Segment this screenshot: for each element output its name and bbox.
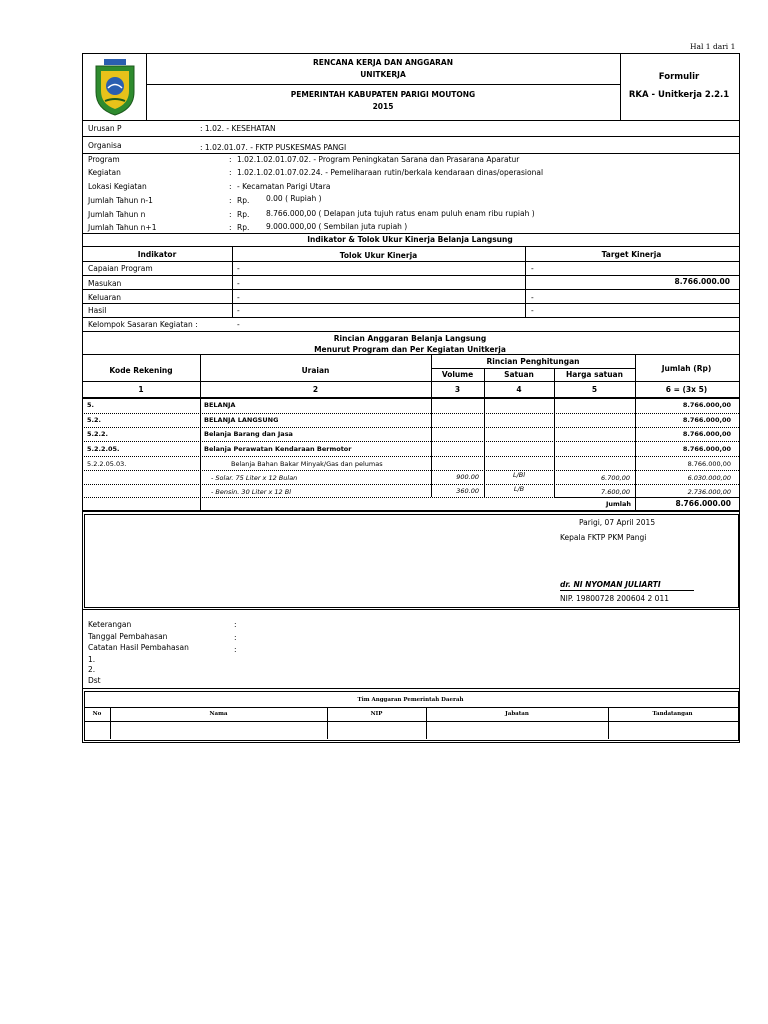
jumlah-n-label: Jumlah Tahun n bbox=[88, 210, 146, 219]
indikator-row-label: Keluaran bbox=[88, 293, 122, 302]
indikator-row-target: - bbox=[531, 293, 534, 302]
col-target-kinerja: Target Kinerja bbox=[601, 250, 662, 259]
indikator-row-label: Masukan bbox=[88, 279, 122, 288]
indikator-row-target: - bbox=[531, 264, 534, 273]
item-jumlah: 2.736.000,00 bbox=[687, 488, 731, 496]
tim-col-nip: NIP bbox=[370, 711, 383, 717]
col-number: 4 bbox=[516, 385, 522, 394]
total-value: 8.766.000.00 bbox=[675, 499, 731, 508]
colon: : bbox=[229, 155, 232, 164]
colon: : bbox=[229, 210, 232, 219]
rekening-code: 5.2.2. bbox=[87, 430, 108, 438]
item-satuan: L/B bbox=[513, 485, 525, 493]
budget-year: 2015 bbox=[372, 102, 394, 111]
colon: : bbox=[229, 182, 232, 191]
item-harga: 7.600,00 bbox=[601, 488, 630, 496]
sign-place-date: Parigi, 07 April 2015 bbox=[579, 518, 656, 527]
indikator-row-tolok: - bbox=[237, 306, 240, 315]
sign-nip: NIP. 19800728 200604 2 011 bbox=[560, 594, 669, 603]
tanggal-pembahasan-label: Tanggal Pembahasan bbox=[88, 632, 168, 641]
sign-position: Kepala FKTP PKM Pangi bbox=[560, 533, 647, 542]
item-volume: 900.00 bbox=[456, 473, 479, 481]
program-value: 1.02.1.02.01.07.02. - Program Peningkatan Sarana dan Prasarana Aparatur bbox=[237, 155, 520, 164]
rp-label: Rp. bbox=[237, 210, 250, 219]
rekening-code: 5.2.2.05. bbox=[87, 445, 120, 453]
jumlah-n-value: 8.766.000,00 ( Delapan juta tujuh ratus enam puluh enam ribu rupiah ) bbox=[266, 209, 535, 218]
rekening-jumlah: 8.766.000,00 bbox=[682, 416, 731, 424]
regency-logo bbox=[90, 57, 140, 117]
jumlah-n-plus1-label: Jumlah Tahun n+1 bbox=[88, 223, 157, 232]
rekening-uraian: Belanja Barang dan Jasa bbox=[204, 430, 293, 438]
lokasi-value: - Kecamatan Parigi Utara bbox=[237, 182, 331, 191]
colon: : bbox=[234, 620, 237, 629]
tim-col-jabatan: Jabatan bbox=[505, 711, 529, 717]
rekening-uraian: BELANJA bbox=[204, 401, 236, 409]
organisasi-label: Organisa bbox=[88, 141, 122, 150]
total-label: Jumlah bbox=[605, 500, 631, 508]
urusan-value: : 1.02. - KESEHATAN bbox=[200, 124, 276, 133]
page-number: Hal 1 dari 1 bbox=[690, 42, 736, 51]
indikator-row-tolok: - bbox=[237, 279, 240, 288]
item-volume: 360.00 bbox=[456, 487, 479, 495]
rekening-uraian: BELANJA LANGSUNG bbox=[204, 416, 279, 424]
col-volume: Volume bbox=[441, 370, 474, 379]
item-harga: 6.700,00 bbox=[601, 474, 630, 482]
jumlah-n-plus1-value: 9.000.000,00 ( Sembilan juta rupiah ) bbox=[266, 222, 408, 231]
item-satuan: L/Bl bbox=[512, 471, 526, 479]
lokasi-label: Lokasi Kegiatan bbox=[88, 182, 147, 191]
urusan-label: Urusan P bbox=[88, 124, 122, 133]
tim-anggaran-title: Tim Anggaran Pemerintah Daerah bbox=[357, 697, 464, 703]
col-kode-rekening: Kode Rekening bbox=[109, 366, 173, 375]
rp-label: Rp. bbox=[237, 196, 250, 205]
rekening-code: 5.2. bbox=[87, 416, 101, 424]
catatan-dst: Dst bbox=[88, 676, 101, 685]
col-number: 2 bbox=[312, 385, 319, 394]
rincian-title-line1: Rincian Anggaran Belanja Langsung bbox=[333, 334, 487, 343]
rekening-uraian: Belanja Perawatan Kendaraan Bermotor bbox=[204, 445, 352, 453]
col-number: 6 = (3x 5) bbox=[665, 385, 708, 394]
rekening-code: 5. bbox=[87, 401, 94, 409]
kegiatan-value: 1.02.1.02.01.07.02.24. - Pemeliharaan rutin/berkala kendaraan dinas/operasional bbox=[237, 168, 544, 177]
form-label: Formulir bbox=[658, 72, 700, 82]
col-rincian-penghitungan: Rincian Penghitungan bbox=[486, 357, 580, 366]
form-code: RKA - Unitkerja 2.2.1 bbox=[628, 90, 730, 100]
government-name: PEMERINTAH KABUPATEN PARIGI MOUTONG bbox=[290, 90, 476, 99]
item-uraian: - Solar. 75 Liter x 12 Bulan bbox=[211, 474, 298, 482]
colon: : bbox=[234, 633, 237, 642]
organisasi-value: : 1.02.01.07. - FKTP PUSKESMAS PANGI bbox=[200, 143, 347, 152]
rekening-code: 5.2.2.05.03. bbox=[87, 460, 127, 468]
kegiatan-label: Kegiatan bbox=[88, 168, 121, 177]
tim-col-tandatangan: Tandatangan bbox=[652, 711, 693, 717]
coat-of-arms-icon bbox=[90, 57, 140, 117]
rekening-jumlah: 8.766.000,00 bbox=[687, 460, 731, 468]
col-number: 3 bbox=[454, 385, 461, 394]
col-harga-satuan: Harga satuan bbox=[566, 370, 623, 379]
keterangan-label: Keterangan bbox=[88, 620, 132, 629]
rekening-uraian: Belanja Bahan Bakar Minyak/Gas dan pelumas bbox=[231, 460, 383, 468]
program-label: Program bbox=[88, 155, 120, 164]
rp-label: Rp. bbox=[237, 223, 250, 232]
sign-name: dr. NI NYOMAN JULIARTI bbox=[560, 580, 661, 589]
col-tolok-ukur: Tolok Ukur Kinerja bbox=[339, 251, 418, 260]
catatan-item: 1. bbox=[88, 655, 96, 664]
sasaran-label: Kelompok Sasaran Kegiatan : bbox=[88, 320, 198, 329]
catatan-label: Catatan Hasil Pembahasan bbox=[88, 643, 189, 652]
rekening-jumlah: 8.766.000,00 bbox=[682, 430, 731, 438]
jumlah-n-min1-value: 0.00 ( Rupiah ) bbox=[266, 194, 322, 203]
tim-col-no: No bbox=[92, 711, 102, 717]
item-uraian: - Bensin. 30 Liter x 12 Bl bbox=[211, 488, 291, 496]
col-jumlah: Jumlah (Rp) bbox=[661, 364, 712, 373]
rekening-jumlah: 8.766.000,00 bbox=[682, 401, 731, 409]
col-number: 5 bbox=[591, 385, 598, 394]
rekening-jumlah: 8.766.000,00 bbox=[682, 445, 731, 453]
tim-col-nama: Nama bbox=[209, 711, 228, 717]
indikator-title: Indikator & Tolok Ukur Kinerja Belanja Langsung bbox=[307, 235, 513, 244]
colon: : bbox=[234, 645, 237, 654]
title-line1: RENCANA KERJA DAN ANGGARAN bbox=[312, 58, 454, 67]
col-number: 1 bbox=[138, 385, 144, 394]
indikator-row-tolok: - bbox=[237, 264, 240, 273]
indikator-row-target: - bbox=[531, 306, 534, 315]
indikator-row-label: Hasil bbox=[88, 306, 107, 315]
indikator-row-target: 8.766.000.00 bbox=[674, 277, 730, 286]
indikator-row-label: Capaian Program bbox=[88, 264, 153, 273]
sasaran-value: - bbox=[237, 320, 240, 329]
indikator-row-tolok: - bbox=[237, 293, 240, 302]
catatan-item: 2. bbox=[88, 665, 96, 674]
col-uraian: Uraian bbox=[301, 366, 330, 375]
title-line2: UNITKERJA bbox=[360, 70, 406, 79]
colon: : bbox=[229, 196, 232, 205]
colon: : bbox=[229, 223, 232, 232]
colon: : bbox=[229, 168, 232, 177]
jumlah-n-min1-label: Jumlah Tahun n-1 bbox=[88, 196, 153, 205]
item-jumlah: 6.030.000,00 bbox=[687, 474, 731, 482]
rincian-title-line2: Menurut Program dan Per Kegiatan Unitkerja bbox=[314, 345, 506, 354]
col-indikator: Indikator bbox=[137, 250, 177, 259]
col-satuan: Satuan bbox=[504, 370, 534, 379]
